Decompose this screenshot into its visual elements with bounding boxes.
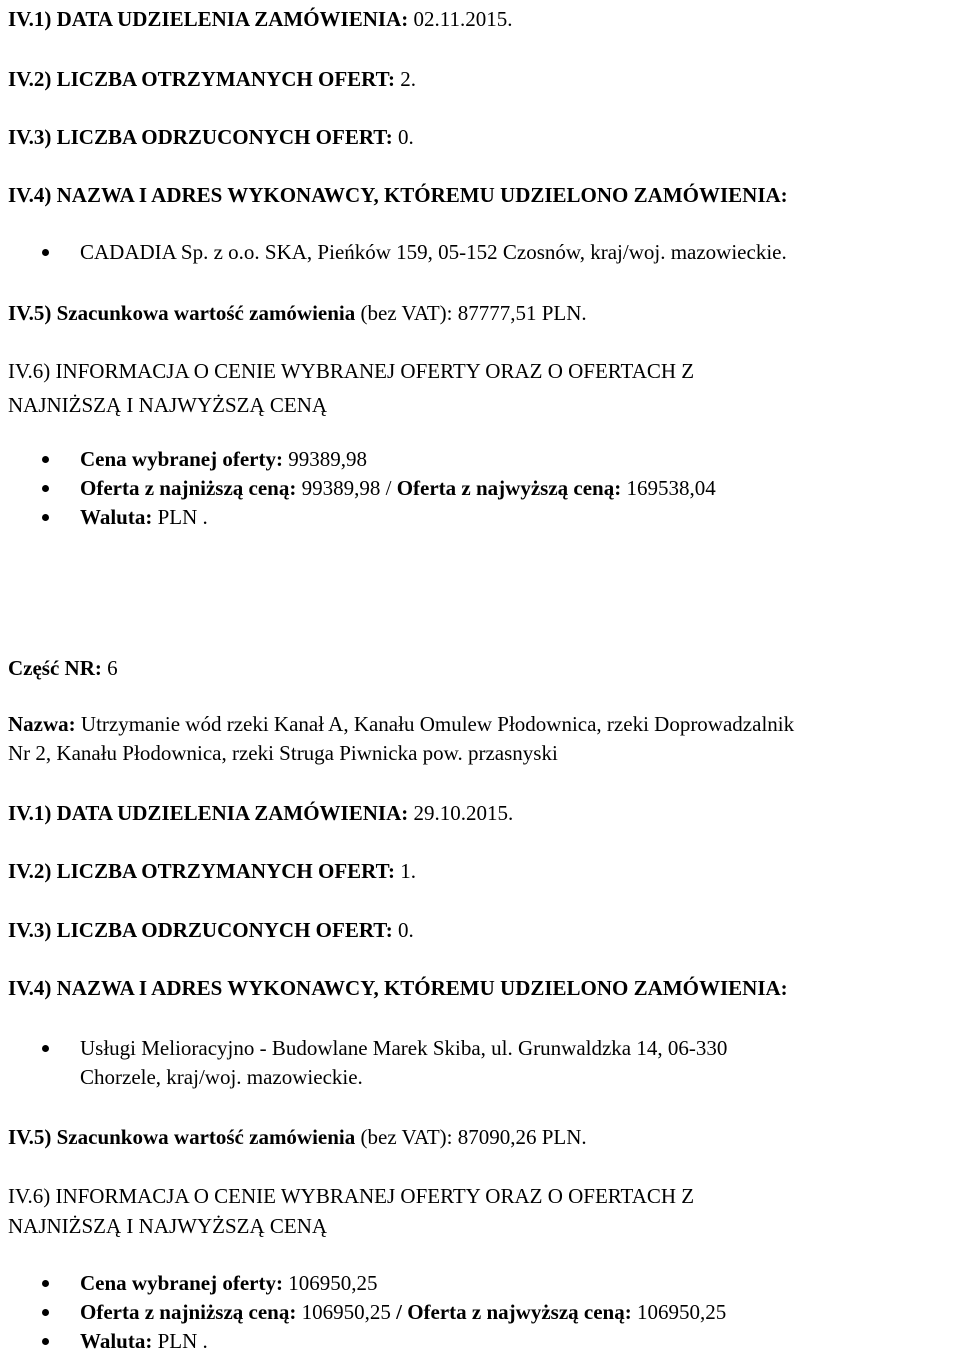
contractor-address-line1: Usługi Melioracyjno - Budowlane Marek Skiba, ul. Grunwaldzka 14, 06-330 <box>80 1036 728 1060</box>
label: IV.1) DATA UDZIELENIA ZAMÓWIENIA: <box>8 801 409 825</box>
value: PLN . <box>157 505 208 529</box>
value: 106950,25 <box>636 1300 727 1324</box>
label: Część NR: <box>8 656 102 680</box>
value: 6 <box>107 656 118 680</box>
value: PLN . <box>157 1329 208 1353</box>
section-b-offers-rejected <box>8 917 414 943</box>
label: IV.5) Szacunkowa wartość zamówienia <box>8 1125 356 1149</box>
value: 99389,98 <box>288 447 367 471</box>
label: IV.5) Szacunkowa wartość zamówienia <box>8 301 356 325</box>
separator: / <box>385 476 392 500</box>
list-item <box>0 1298 726 1327</box>
section-a-offers-received <box>8 66 416 92</box>
part-name <box>8 711 794 737</box>
label: IV.2) LICZBA OTRZYMANYCH OFERT: <box>8 859 396 883</box>
value: 02.11.2015. <box>413 7 513 31</box>
label: IV.1) DATA UDZIELENIA ZAMÓWIENIA: <box>8 7 409 31</box>
value: 99389,98 <box>301 476 381 500</box>
list-item <box>0 1327 726 1356</box>
label: Waluta: <box>80 1329 153 1353</box>
section-a-offers-rejected <box>8 124 414 150</box>
list-item <box>0 1269 726 1298</box>
label: Cena wybranej oferty: <box>80 447 283 471</box>
label: Oferta z najwyższą ceną: <box>396 476 622 500</box>
value: 106950,25 <box>288 1271 378 1295</box>
section-b-price-info-heading-line1: IV.6) INFORMACJA O CENIE WYBRANEJ OFERTY ORAZ O OFERTACH Z <box>8 1184 695 1208</box>
section-b-contractor-list <box>0 1034 727 1092</box>
label: Oferta z najniższą ceną: <box>80 1300 297 1324</box>
value: (bez VAT): 87777,51 PLN. <box>360 301 587 325</box>
section-a-contractor-heading: IV.4) NAZWA I ADRES WYKONAWCY, KTÓREMU UDZIELONO ZAMÓWIENIA: <box>8 183 788 207</box>
section-b-estimated-value <box>8 1124 587 1150</box>
section-b-price-list <box>0 1269 726 1356</box>
contractor-address: CADADIA Sp. z o.o. SKA, Pieńków 159, 05-152 Czosnów, kraj/woj. mazowieckie. <box>80 240 787 264</box>
list-item <box>0 1034 727 1092</box>
section-a-price-list <box>0 445 716 532</box>
section-a-price-info-heading-line2: NAJNIŻSZĄ I NAJWYŻSZĄ CENĄ <box>8 393 328 417</box>
section-b-offers-received <box>8 858 416 884</box>
value: 169538,04 <box>626 476 716 500</box>
value: 0. <box>397 918 414 942</box>
section-b-contractor-heading: IV.4) NAZWA I ADRES WYKONAWCY, KTÓREMU UDZIELONO ZAMÓWIENIA: <box>8 976 788 1000</box>
label: IV.3) LICZBA ODRZUCONYCH OFERT: <box>8 125 393 149</box>
value: 2. <box>400 67 417 91</box>
section-a-price-info-heading-line1: IV.6) INFORMACJA O CENIE WYBRANEJ OFERTY ORAZ O OFERTACH Z <box>8 359 695 383</box>
label: IV.2) LICZBA OTRZYMANYCH OFERT: <box>8 67 396 91</box>
label: Oferta z najwyższą ceną: <box>407 1300 632 1324</box>
section-a-award-date <box>8 6 512 32</box>
label: IV.3) LICZBA ODRZUCONYCH OFERT: <box>8 918 393 942</box>
label: Oferta z najniższą ceną: <box>80 476 297 500</box>
value: Utrzymanie wód rzeki Kanał A, Kanału Omulew Płodownica, rzeki Doprowadzalnik <box>80 712 795 736</box>
value: 106950,25 <box>301 1300 391 1324</box>
section-a-contractor-list <box>0 238 787 267</box>
list-item <box>0 503 716 532</box>
value: (bez VAT): 87090,26 PLN. <box>360 1125 587 1149</box>
list-item <box>0 238 787 267</box>
label: Waluta: <box>80 505 153 529</box>
value: 0. <box>397 125 414 149</box>
value: 29.10.2015. <box>413 801 514 825</box>
contractor-address-line2: Chorzele, kraj/woj. mazowieckie. <box>80 1065 363 1089</box>
label: Nazwa: <box>8 712 76 736</box>
section-a-estimated-value <box>8 300 587 326</box>
label: Cena wybranej oferty: <box>80 1271 283 1295</box>
part-number <box>8 655 118 681</box>
section-b-price-info-heading-line2: NAJNIŻSZĄ I NAJWYŻSZĄ CENĄ <box>8 1214 328 1238</box>
separator: / <box>396 1300 402 1324</box>
list-item <box>0 445 716 474</box>
value: 1. <box>400 859 417 883</box>
section-b-award-date <box>8 800 513 826</box>
list-item <box>0 474 716 503</box>
part-name-continued: Nr 2, Kanału Płodownica, rzeki Struga Piwnicka pow. przasnyski <box>8 741 558 765</box>
